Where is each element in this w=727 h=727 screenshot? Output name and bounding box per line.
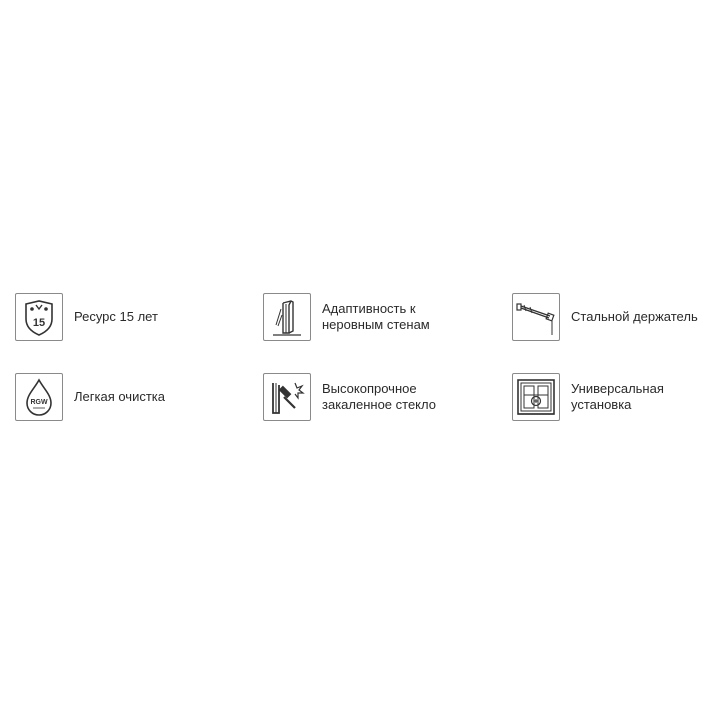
feature-adaptive-label: [322, 301, 430, 333]
feature-resource-label: [74, 309, 158, 325]
feature-tempered-glass: [263, 373, 436, 421]
feature-universal-install-line-2: установка: [571, 397, 632, 412]
adaptive-profile-icon: [263, 293, 311, 341]
feature-universal-install-line-1: Универсальная: [571, 381, 664, 396]
feature-steel-holder-label: [571, 309, 698, 325]
feature-steel-holder: [512, 293, 698, 341]
shield-badge-text: 15: [32, 317, 46, 329]
feature-resource-line-1: Ресурс 15 лет: [74, 309, 158, 324]
feature-steel-holder-line-1: Стальной держатель: [571, 309, 698, 324]
feature-easy-cleaning-line-1: Легкая очистка: [74, 389, 165, 404]
steel-holder-icon: [512, 293, 560, 341]
feature-tempered-glass-label: [322, 381, 436, 413]
feature-adaptive-line-2: неровным стенам: [322, 317, 430, 332]
feature-resource: [15, 293, 158, 341]
feature-adaptive-line-1: Адаптивность к: [322, 301, 416, 316]
feature-adaptive: [263, 293, 430, 341]
feature-easy-cleaning: [15, 373, 165, 421]
drop-badge-text: RGW: [30, 399, 48, 406]
feature-universal-install: [512, 373, 664, 421]
feature-universal-install-label: [571, 381, 664, 413]
feature-tempered-glass-line-1: Высокопрочное: [322, 381, 417, 396]
shield-15-years-icon: [15, 293, 63, 341]
feature-easy-cleaning-label: [74, 389, 165, 405]
rgw-drop-icon: [15, 373, 63, 421]
tempered-glass-hammer-icon: [263, 373, 311, 421]
feature-tempered-glass-line-2: закаленное стекло: [322, 397, 436, 412]
universal-install-icon: [512, 373, 560, 421]
